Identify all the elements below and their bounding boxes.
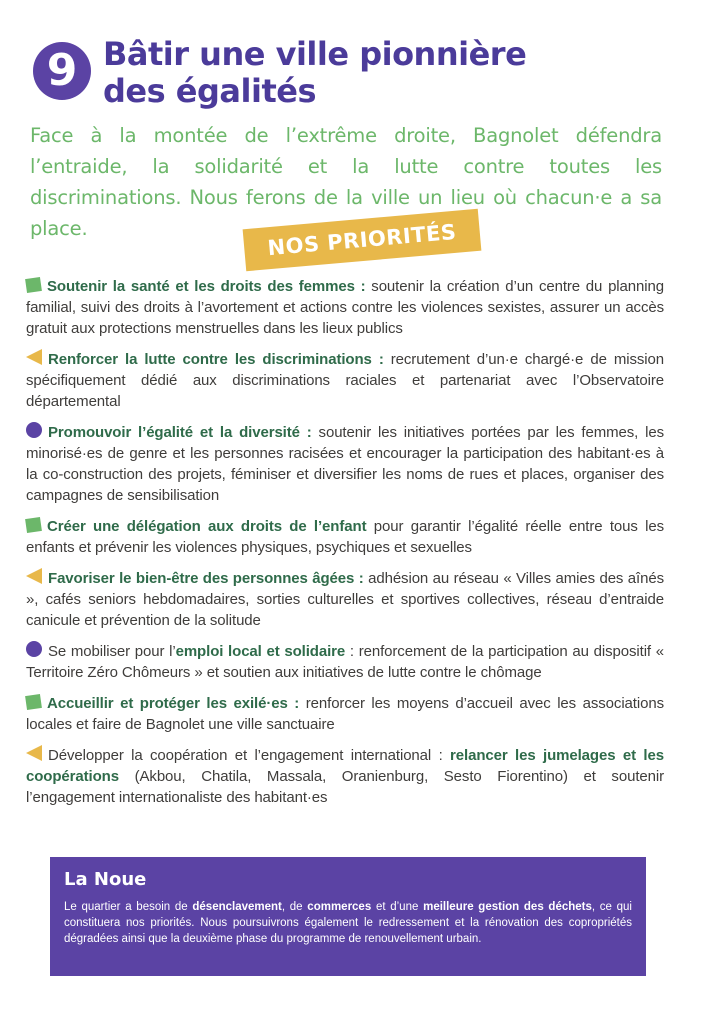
priority-item bbox=[26, 568, 664, 631]
page-title bbox=[103, 36, 526, 110]
title-line-1: Bâtir une ville pionnière bbox=[103, 35, 527, 73]
yellow-triangle-icon bbox=[26, 745, 42, 761]
priority-description: pour garantir l’égalité réelle entre tous les enfants et prévenir les violences physiques, psychiques et sexuelles bbox=[26, 518, 664, 556]
priority-heading: emploi local et solidaire bbox=[175, 643, 346, 660]
green-square-icon bbox=[25, 694, 42, 710]
priority-description: renforcer les moyens d’accueil avec les associations locales et faire de Bagnolet une ville sanctuaire bbox=[26, 695, 664, 733]
noue-text-4: , ce qui constituera nos priorités. Nous poursuivrons également le redressement et la rénovation des copropriétés dégradées ainsi que la deuxième phase du programme de renouvellement urbain. bbox=[64, 901, 632, 945]
priority-description: adhésion au réseau « Villes amies des aînés », cafés seniors hebdomadaires, sorties culturelles et sportives collectives, réseau d’entraide canicule et prévention de la solitude bbox=[26, 570, 664, 629]
priority-heading: relancer les jumelages et les coopérations bbox=[26, 747, 664, 785]
priority-description: (Akbou, Chatila, Massala, Oranienburg, Sesto Fiorentino) et soutenir l’engagement internationaliste des habitant·es bbox=[26, 768, 664, 806]
priority-heading: Soutenir la santé et les droits des femmes : bbox=[47, 278, 366, 295]
noue-text-1: Le quartier a besoin de bbox=[64, 901, 193, 913]
priority-heading: Renforcer la lutte contre les discriminations : bbox=[48, 351, 384, 368]
priority-item bbox=[26, 641, 664, 683]
priority-description: soutenir les initiatives portées par les femmes, les minorisé·es de genre et les personnes racisées et encourager la participation des habitant·es à la co-construction des projets, féminiser et diversifier les noms de rues et places, organiser des campagnes de sensibilisation bbox=[26, 424, 664, 504]
purple-circle-icon bbox=[26, 422, 42, 438]
green-square-icon bbox=[25, 517, 42, 533]
priority-heading: Promouvoir l’égalité et la diversité : bbox=[48, 424, 312, 441]
yellow-triangle-icon bbox=[26, 349, 42, 365]
priority-description: : renforcement de la participation au dispositif « Territoire Zéro Chômeurs » et soutien aux initiatives de lutte contre le chômage bbox=[26, 643, 664, 681]
intro-paragraph: Face à la montée de l’extrême droite, Bagnolet défendra l’entraide, la solidarité et la lutte contre toutes les discriminations. Nous ferons de la ville un lieu où chacun·e a sa place. bbox=[30, 124, 662, 240]
priority-item bbox=[26, 745, 664, 808]
priority-item bbox=[26, 349, 664, 412]
priority-description: recrutement d’un·e chargé·e de mission spécifiquement dédié aux discriminations raciales et partenariat avec l’Observatoire départemental bbox=[26, 351, 664, 410]
noue-bold-3: meilleure gestion des déchets bbox=[423, 901, 592, 913]
noue-bold-2: commerces bbox=[307, 901, 372, 913]
priority-heading: Accueillir et protéger les exilé·es : bbox=[47, 695, 300, 712]
green-square-icon bbox=[25, 277, 42, 293]
priority-heading: Créer une délégation aux droits de l’enfant bbox=[47, 518, 367, 535]
priority-item bbox=[26, 422, 664, 506]
priority-intro-text: Se mobiliser pour l’ bbox=[48, 643, 176, 660]
page-header bbox=[33, 36, 693, 116]
priority-item bbox=[26, 276, 664, 339]
purple-circle-icon bbox=[26, 641, 42, 657]
priority-heading: Favoriser le bien-être des personnes âgées : bbox=[48, 570, 364, 587]
section-number-badge: 9 bbox=[33, 42, 91, 100]
noue-text-2: , de bbox=[281, 901, 308, 913]
title-line-2: des égalités bbox=[103, 72, 316, 110]
priorities-list bbox=[26, 276, 664, 818]
la-noue-box bbox=[50, 857, 646, 976]
noue-text-3: et d’une bbox=[371, 901, 424, 913]
priority-description: soutenir la création d’un centre du planning familial, suivi des droits à l’avortement et actions contre les violences sexistes, assurer un accès gratuit aux protections menstruelles dans les lieux publics bbox=[26, 278, 664, 337]
priority-item bbox=[26, 516, 664, 558]
priorities-banner-label: NOS PRIORITÉS bbox=[266, 219, 458, 261]
noue-bold-1: désenclavement bbox=[192, 901, 282, 913]
la-noue-text bbox=[64, 899, 632, 947]
la-noue-title: La Noue bbox=[64, 869, 147, 890]
yellow-triangle-icon bbox=[26, 568, 42, 584]
priority-item bbox=[26, 693, 664, 735]
priority-intro-text: Développer la coopération et l’engagement international : bbox=[48, 747, 451, 764]
